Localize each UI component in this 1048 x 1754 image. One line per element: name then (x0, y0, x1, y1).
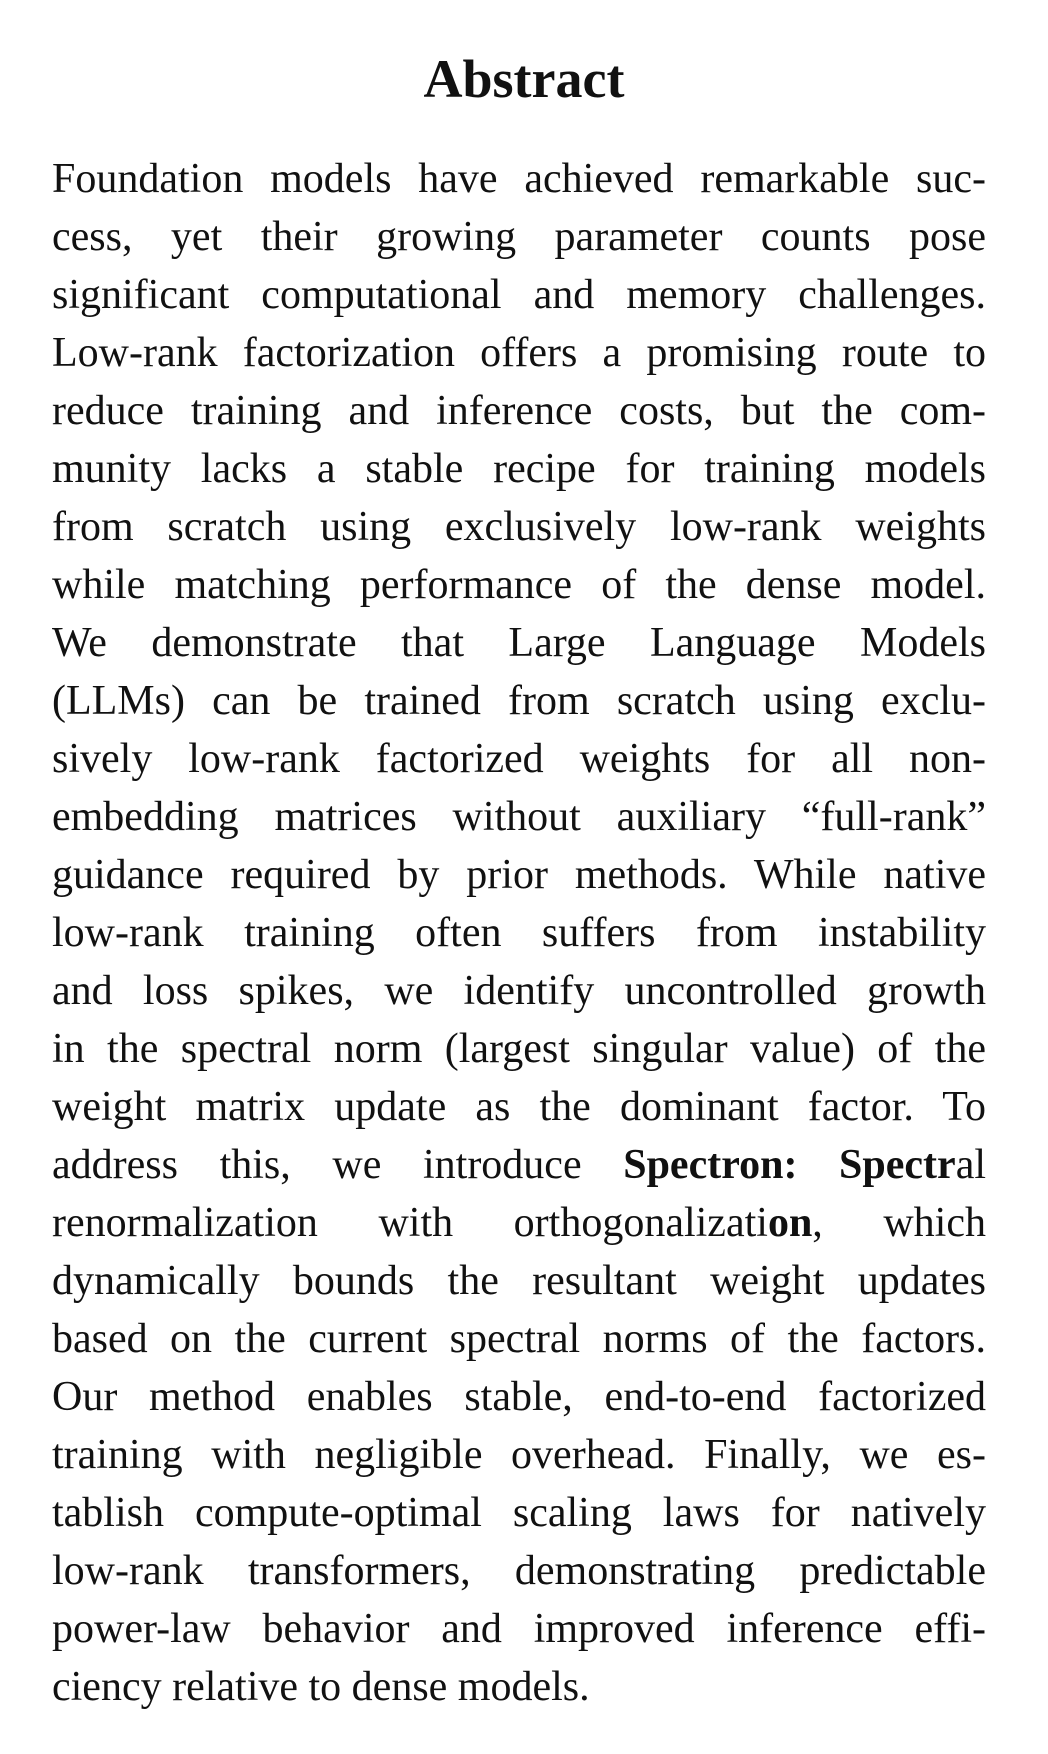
text-segment: We demonstrate that Large Language Models (52, 620, 986, 666)
text-segment: significant computational and memory challenges. (52, 272, 986, 318)
abstract-line (52, 672, 986, 730)
text-segment: Our method enables stable, end-to-end factorized (52, 1374, 986, 1420)
abstract-line (52, 1136, 986, 1194)
text-segment: embedding matrices without auxiliary “full-rank” (52, 794, 986, 840)
text-segment: and loss spikes, we identify uncontrolled growth (52, 968, 986, 1014)
text-segment: from scratch using exclusively low-rank weights (52, 504, 986, 550)
abstract-line (52, 324, 986, 382)
abstract-line (52, 1484, 986, 1542)
text-segment: address this, we introduce (52, 1142, 624, 1188)
abstract-line (52, 788, 986, 846)
abstract-line (52, 1600, 986, 1658)
text-segment: tablish compute-optimal scaling laws for natively (52, 1490, 986, 1536)
abstract-line (52, 1194, 986, 1252)
text-segment: ciency relative to dense models. (52, 1664, 590, 1710)
text-segment: munity lacks a stable recipe for training models (52, 446, 986, 492)
text-segment: (LLMs) can be trained from scratch using exclu- (52, 678, 986, 724)
text-segment: power-law behavior and improved inference effi- (52, 1606, 986, 1652)
abstract-line (52, 440, 986, 498)
text-segment: weight matrix update as the dominant factor. To (52, 1084, 986, 1130)
text-segment: low-rank transformers, demonstrating predictable (52, 1548, 986, 1594)
text-segment: sively low-rank factorized weights for all non- (52, 736, 986, 782)
abstract-line (52, 556, 986, 614)
text-segment: in the spectral norm (largest singular value) of the (52, 1026, 986, 1072)
text-segment: al (955, 1142, 986, 1188)
abstract-line (52, 1426, 986, 1484)
abstract-line (52, 266, 986, 324)
text-segment: training with negligible overhead. Finally, we es- (52, 1432, 986, 1478)
text-segment: based on the current spectral norms of the factors. (52, 1316, 986, 1362)
text-segment: renormalization with orthogonalizati (52, 1200, 768, 1246)
text-segment: , which (812, 1200, 986, 1246)
text-segment: low-rank training often suffers from instability (52, 910, 986, 956)
abstract-line (52, 1542, 986, 1600)
abstract-line (52, 1658, 986, 1716)
bold-text-segment: on (767, 1200, 813, 1246)
text-segment: reduce training and inference costs, but the com- (52, 388, 986, 434)
abstract-line (52, 382, 986, 440)
text-segment: guidance required by prior methods. While native (52, 852, 986, 898)
abstract-line (52, 150, 986, 208)
abstract-line (52, 614, 986, 672)
abstract-line (52, 1020, 986, 1078)
abstract-line (52, 1368, 986, 1426)
abstract-line (52, 208, 986, 266)
text-segment: while matching performance of the dense model. (52, 562, 986, 608)
abstract-paragraph (52, 150, 986, 1716)
abstract-line (52, 498, 986, 556)
abstract-line (52, 1252, 986, 1310)
abstract-heading: Abstract (423, 49, 625, 109)
abstract-line (52, 846, 986, 904)
abstract-line (52, 904, 986, 962)
text-segment: dynamically bounds the resultant weight updates (52, 1258, 986, 1304)
abstract-line (52, 1078, 986, 1136)
text-segment: cess, yet their growing parameter counts pose (52, 214, 986, 260)
abstract-line (52, 730, 986, 788)
bold-text-segment: Spectron: Spectr (623, 1142, 956, 1188)
text-segment: Foundation models have achieved remarkable suc- (52, 156, 986, 202)
text-segment: Low-rank factorization offers a promising route to (52, 330, 986, 376)
abstract-line (52, 962, 986, 1020)
abstract-line (52, 1310, 986, 1368)
